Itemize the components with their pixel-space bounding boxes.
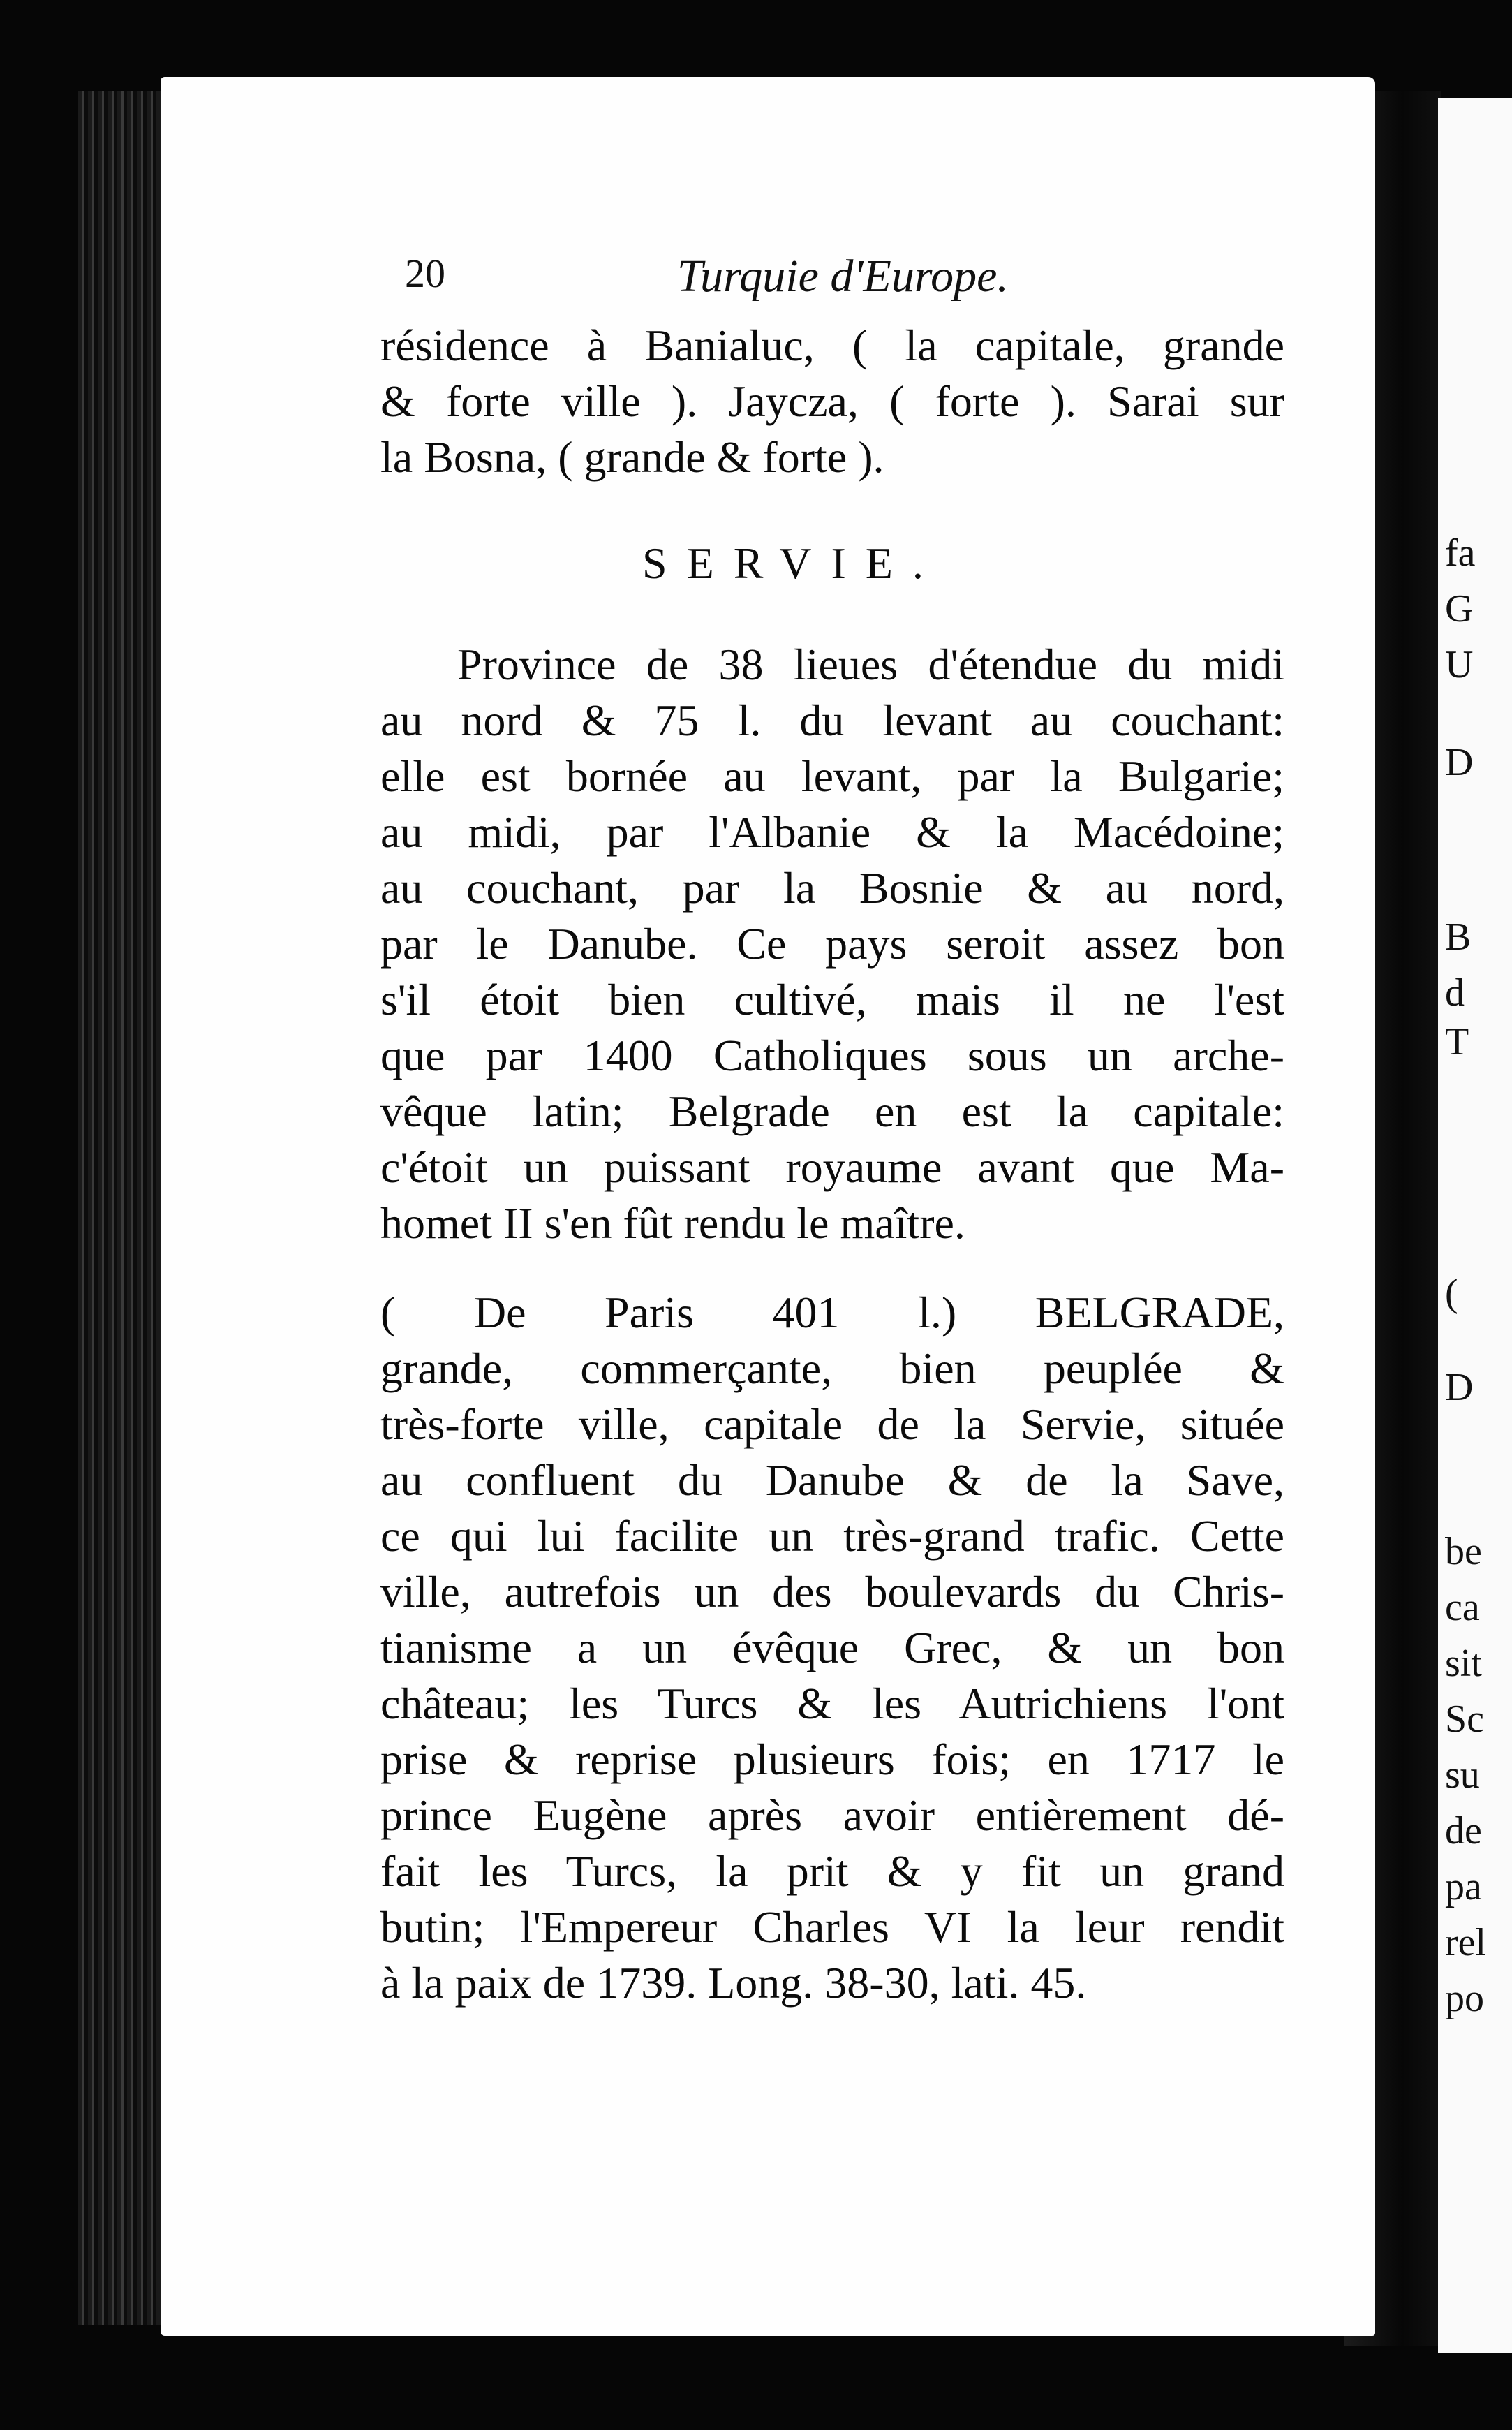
page-header bbox=[405, 250, 1284, 306]
top-paragraph bbox=[380, 318, 1284, 485]
facing-page-fragment: D bbox=[1445, 1366, 1474, 1409]
facing-page-fragment: d bbox=[1445, 971, 1465, 1015]
text-line: prise & reprise plusieurs fois; en 1717 le bbox=[380, 1735, 1284, 1784]
text-line: s'il étoit bien cultivé, mais il ne l'est bbox=[380, 975, 1284, 1024]
text-line: au couchant, par la Bosnie & au nord, bbox=[380, 863, 1284, 913]
facing-page-fragment: D bbox=[1445, 741, 1474, 784]
section-heading: SERVIE. bbox=[642, 538, 943, 588]
facing-page-fragment: pa bbox=[1445, 1865, 1482, 1908]
text-line: Province de 38 lieues d'étendue du midi bbox=[457, 640, 1284, 689]
facing-page-fragment: de bbox=[1445, 1809, 1482, 1853]
facing-page-fragment: be bbox=[1445, 1530, 1482, 1573]
text-line: ( De Paris 401 l.) BELGRADE, bbox=[380, 1288, 1284, 1337]
facing-page-fragment: B bbox=[1445, 915, 1472, 959]
facing-page-fragment: Sc bbox=[1445, 1698, 1484, 1741]
text-line: que par 1400 Catholiques sous un arche- bbox=[380, 1031, 1284, 1080]
text-line: résidence à Banialuc, ( la capitale, grande bbox=[380, 321, 1284, 370]
facing-page-fragment: su bbox=[1445, 1753, 1480, 1797]
facing-page-fragment: U bbox=[1445, 643, 1474, 686]
text-line: ce qui lui facilite un très-grand trafic. Cette bbox=[380, 1511, 1284, 1561]
facing-page bbox=[1438, 98, 1512, 2353]
text-line: fait les Turcs, la prit & y fit un grand bbox=[380, 1846, 1284, 1896]
text-line: à la paix de 1739. Long. 38-30, lati. 45. bbox=[380, 1958, 1087, 2008]
paragraph-belgrade bbox=[380, 1285, 1284, 2011]
facing-page-fragment: rel bbox=[1445, 1921, 1487, 1964]
text-line: très-forte ville, capitale de la Servie, située bbox=[380, 1399, 1284, 1449]
facing-page-fragment: G bbox=[1445, 587, 1474, 631]
text-line: au nord & 75 l. du levant au couchant: bbox=[380, 695, 1284, 745]
text-line: homet II s'en fût rendu le maître. bbox=[380, 1198, 965, 1248]
text-line: butin; l'Empereur Charles VI la leur rendit bbox=[380, 1902, 1284, 1952]
text-line: par le Danube. Ce pays seroit assez bon bbox=[380, 919, 1284, 969]
text-line: elle est bornée au levant, par la Bulgarie; bbox=[380, 751, 1284, 801]
facing-page-fragment: sit bbox=[1445, 1642, 1482, 1685]
text-line: château; les Turcs & les Autrichiens l'ont bbox=[380, 1679, 1284, 1728]
text-line: grande, commerçante, bien peuplée & bbox=[380, 1343, 1284, 1393]
page-number: 20 bbox=[405, 251, 445, 296]
text-line: vêque latin; Belgrade en est la capitale: bbox=[380, 1087, 1284, 1136]
text-line: & forte ville ). Jaycza, ( forte ). Sarai sur bbox=[380, 376, 1284, 426]
facing-page-fragment: ca bbox=[1445, 1586, 1480, 1629]
facing-page-fragment: po bbox=[1445, 1977, 1484, 2020]
running-title: Turquie d'Europe. bbox=[677, 251, 1009, 302]
paragraph-servie bbox=[380, 637, 1284, 1251]
facing-page-fragment: fa bbox=[1445, 531, 1476, 575]
text-line: au confluent du Danube & de la Save, bbox=[380, 1455, 1284, 1505]
facing-page-fragment: T bbox=[1445, 1020, 1469, 1063]
text-line: au midi, par l'Albanie & la Macédoine; bbox=[380, 807, 1284, 857]
text-line: c'étoit un puissant royaume avant que Ma- bbox=[380, 1142, 1284, 1192]
text-line: la Bosna, ( grande & forte ). bbox=[380, 432, 884, 482]
text-line: prince Eugène après avoir entièrement dé- bbox=[380, 1790, 1284, 1840]
text-line: tianisme a un évêque Grec, & un bon bbox=[380, 1623, 1284, 1672]
text-line: ville, autrefois un des boulevards du Chris- bbox=[380, 1567, 1284, 1617]
facing-page-fragment: ( bbox=[1445, 1272, 1458, 1315]
